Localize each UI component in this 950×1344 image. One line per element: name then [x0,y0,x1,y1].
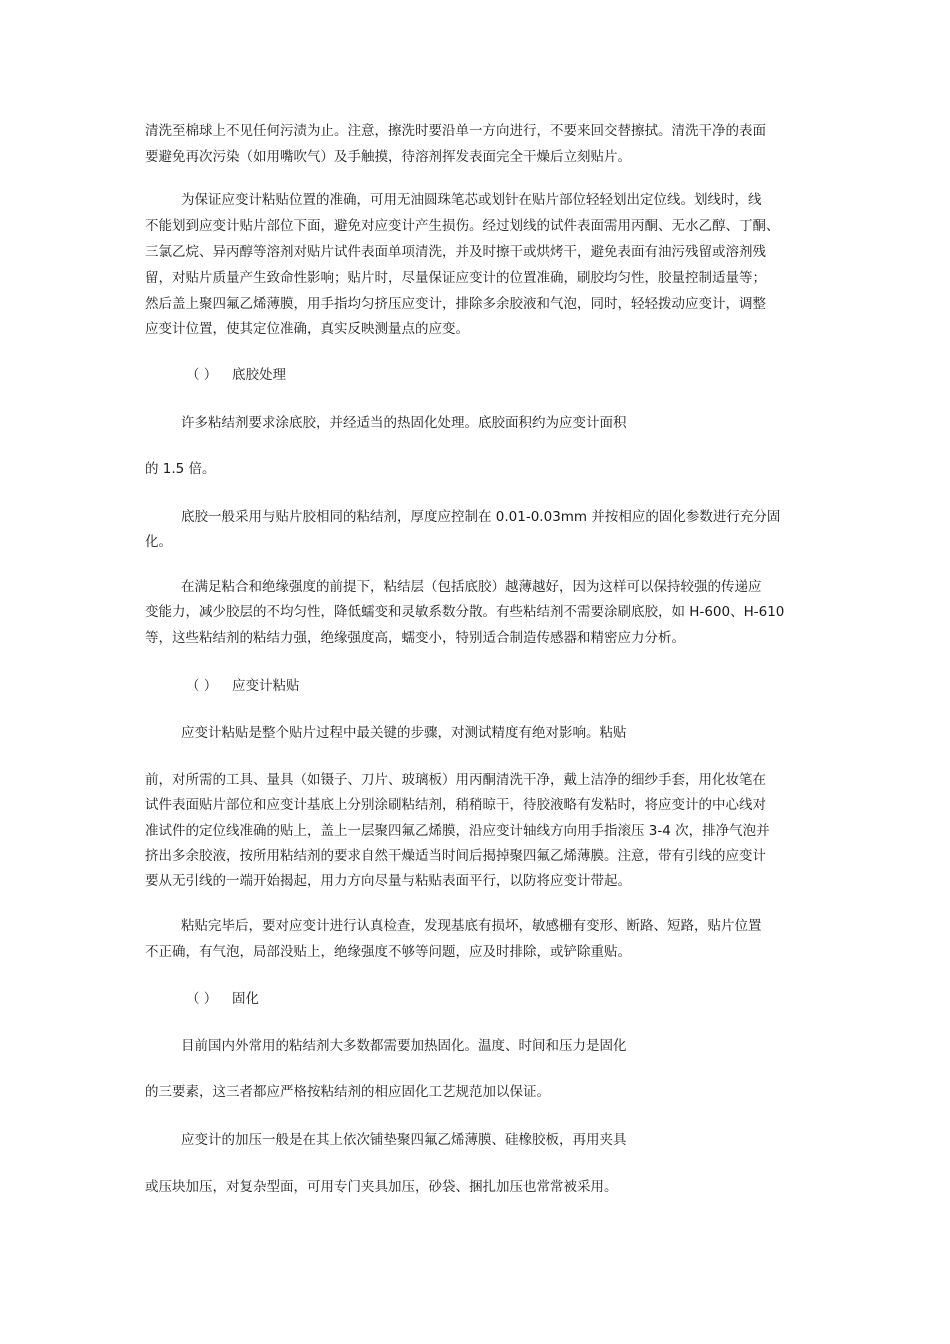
paragraph-line: 挤出多余胶液，按所用粘结剂的要求自然干燥适当时间后揭掉聚四氟乙烯薄膜。注意，带有引线的应变计 [145,848,766,864]
paragraph-line: 化。 [145,534,172,550]
paragraph-line: 或压块加压，对复杂型面，可用专门夹具加压，砂袋、捆扎加压也常常被采用。 [145,1179,618,1195]
paragraph-line: 许多粘结剂要求涂底胶，并经适当的热固化处理。底胶面积约为应变计面积 [181,415,627,431]
paragraph-line: 变能力，减少胶层的不均匀性，降低蠕变和灵敏系数分散。有些粘结剂不需要涂刷底胶，如 H-600、H-610 [145,604,785,620]
section-heading [186,366,286,384]
heading-text: 底胶处理 [232,367,286,383]
heading-text: 固化 [232,991,259,1007]
paragraph-line: 目前国内外常用的粘结剂大多数都需要加热固化。温度、时间和压力是固化 [181,1038,627,1054]
paragraph-line: 粘贴完毕后，要对应变计进行认真检查，发现基底有损坏，敏感栅有变形、断路、短路，贴片位置 [181,918,762,934]
paragraph-line: 前，对所需的工具、量具（如镊子、刀片、玻璃板）用丙酮清洗干净，戴上洁净的细纱手套，用化妆笔在 [145,772,766,788]
paragraph-line: 应变计位置，使其定位准确，真实反映测量点的应变。 [145,321,469,337]
section-heading [186,990,259,1008]
paragraph-line: 的三要素，这三者都应严格按粘结剂的相应固化工艺规范加以保证。 [145,1084,550,1100]
paragraph-line: 的 1.5 倍。 [145,461,216,477]
paragraph-line: 底胶一般采用与贴片胶相同的粘结剂，厚度应控制在 0.01-0.03mm 并按相应的固化参数进行充分固 [181,509,781,525]
paragraph-line: 留，对贴片质量产生致命性影响；贴片时，尽量保证应变计的位置准确，刷胶均匀性，胶量控制适量等； [145,270,766,286]
section-heading [186,677,300,695]
paragraph-line: 应变计的加压一般是在其上依次铺垫聚四氟乙烯薄膜、硅橡胶板，再用夹具 [181,1132,627,1148]
paragraph-line: 为保证应变计粘贴位置的准确，可用无油圆珠笔芯或划针在贴片部位轻轻划出定位线。划线时，线 [181,192,762,208]
paragraph-line: 要避免再次污染（如用嘴吹气）及手触摸，待溶剂挥发表面完全干燥后立刻贴片。 [145,149,631,165]
paragraph-line: 清洗至棉球上不见任何污渍为止。注意，擦洗时要沿单一方向进行，不要来回交替擦拭。清洗干净的表面 [145,123,766,139]
paragraph-line: 等，这些粘结剂的粘结力强，绝缘强度高，蠕变小，特别适合制造传感器和精密应力分析。 [145,630,685,646]
paragraph-line: 不能划到应变计贴片部位下面，避免对应变计产生损伤。经过划线的试件表面需用丙酮、无水乙醇、丁酮、 [145,218,780,234]
paragraph-line: 然后盖上聚四氟乙烯薄膜，用手指均匀挤压应变计，排除多余胶液和气泡，同时，轻轻拨动应变计，调整 [145,296,766,312]
heading-number: （ ） [186,991,218,1007]
heading-number: （ ） [186,678,218,694]
paragraph-line: 准试件的定位线准确的贴上，盖上一层聚四氟乙烯膜，沿应变计轴线方向用手指滚压 3-4 次，排净气泡并 [145,823,770,839]
heading-text: 应变计粘贴 [232,678,300,694]
paragraph-line: 要从无引线的一端开始揭起，用力方向尽量与粘贴表面平行，以防将应变计带起。 [145,873,631,889]
heading-number: （ ） [186,367,218,383]
paragraph-line: 不正确，有气泡，局部没贴上，绝缘强度不够等问题，应及时排除，或铲除重贴。 [145,944,631,960]
paragraph-line: 试件表面贴片部位和应变计基底上分别涂刷粘结剂，稍稍晾干，待胶液略有发粘时，将应变计的中心线对 [145,797,766,813]
paragraph-line: 三氯乙烷、异丙醇等溶剂对贴片试件表面单项清洗，并及时擦干或烘烤干，避免表面有油污残留或溶剂残 [145,244,766,260]
paragraph-line: 应变计粘贴是整个贴片过程中最关键的步骤，对测试精度有绝对影响。粘贴 [181,725,627,741]
paragraph-line: 在满足粘合和绝缘强度的前提下，粘结层（包括底胶）越薄越好，因为这样可以保持较强的传递应 [181,579,762,595]
